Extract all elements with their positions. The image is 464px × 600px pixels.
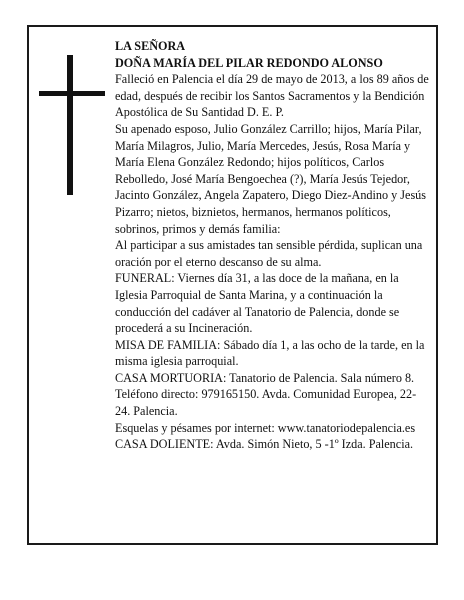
cross-icon — [39, 55, 105, 195]
family-home-address: CASA DOLIENTE: Avda. Simón Nieto, 5 -1º Izda. Palencia. — [115, 437, 414, 452]
death-announcement: Falleció en Palencia el día 29 de mayo de 2013, a los 89 años de edad, después de recibir los Santos Sacramentos y la Bendición Apostólica de Su Santidad D. E. P. — [115, 72, 429, 120]
funeral-home-info: CASA MORTUORIA: Tanatorio de Palencia. Sala número 8. Teléfono directo: 979165150. Avda. Comunidad Europea, 22-24. Palencia. — [115, 370, 417, 419]
cross-horizontal-bar — [39, 91, 105, 96]
prayer-request: Al participar a sus amistades tan sensible pérdida, suplican una oración por el eterno descanso de su alma. — [115, 238, 423, 269]
obituary-text — [115, 38, 430, 453]
salutation: LA SEÑORA — [115, 39, 186, 53]
family-mass-info: MISA DE FAMILIA: Sábado día 1, a las ocho de la tarde, en la misma iglesia parroquial. — [115, 337, 425, 369]
online-condolences: Esquelas y pésames por internet: www.tanatoriodepalencia.es — [115, 420, 416, 435]
deceased-name: DOÑA MARÍA DEL PILAR REDONDO ALONSO — [115, 55, 383, 70]
family-list: Su apenado esposo, Julio González Carrillo; hijos, María Pilar, María Milagros, Julio, María Mercedes, Jesús, Rosa María y María Elena González Redondo; hijos políticos, Carlos Rebolledo, José María Bengoechea (?), María Jesús Tejedor, Jacinto González, Angela Zapatero, Diego Diez-Andino y Jesús Pizarro; nietos, biznietos, hermanos, hermanos políticos, sobrinos, primos y demás familia: — [115, 121, 427, 236]
cross-vertical-bar — [67, 55, 73, 195]
funeral-info: FUNERAL: Viernes día 31, a las doce de la mañana, en la Iglesia Parroquial de Santa Marina, y a continuación la conducción del cadáver al Tanatorio de Palencia, donde se procederá a su Incineración. — [115, 271, 400, 336]
